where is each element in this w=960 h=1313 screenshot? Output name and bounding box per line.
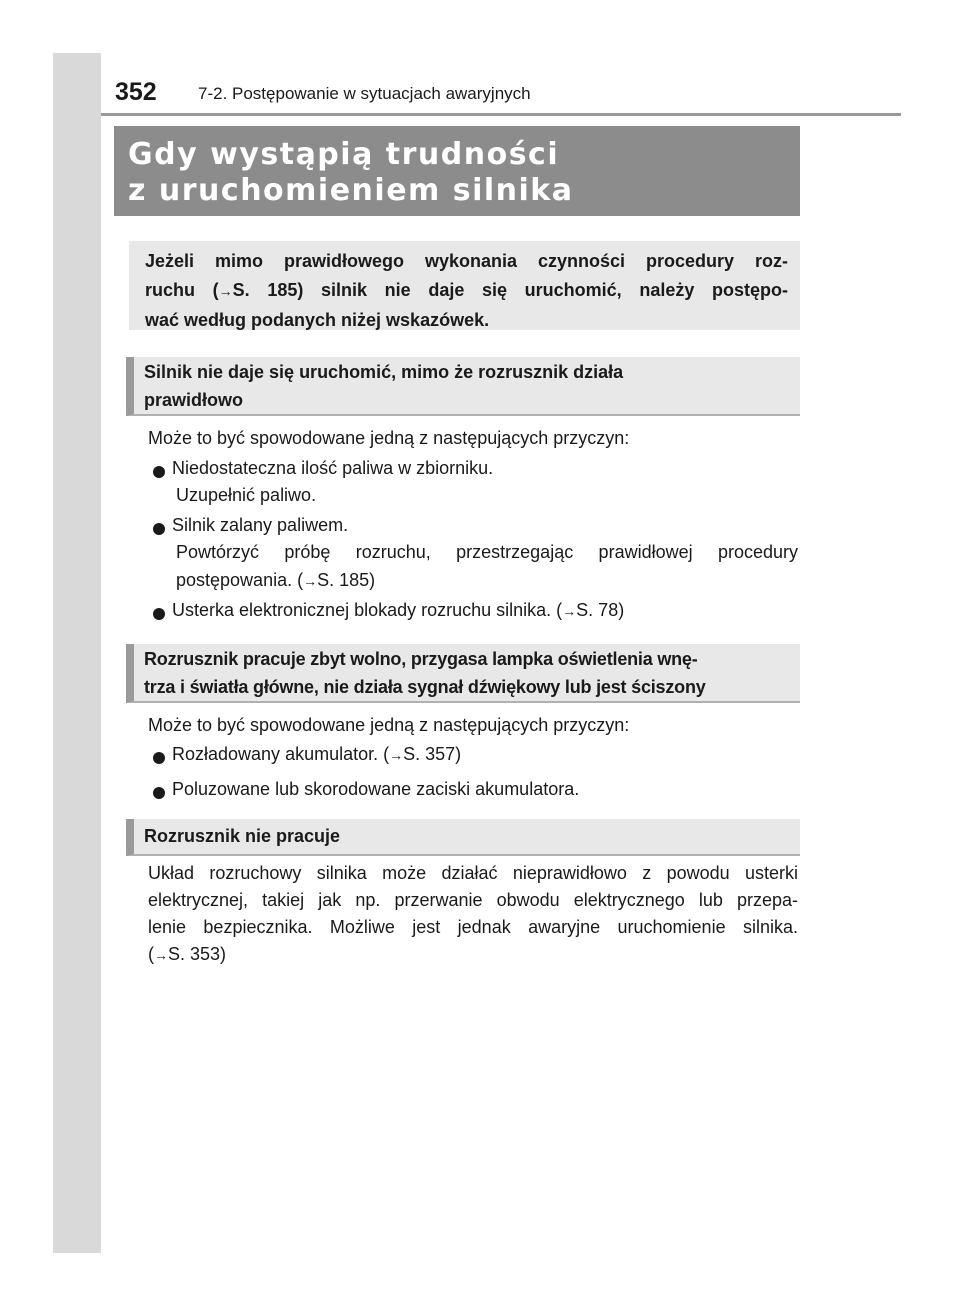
para-4a: ( [148,944,154,964]
intro-line-2 [145,276,788,306]
intro-text [145,247,788,335]
bullet-1a: Rozładowany akumulator. ( [172,744,390,764]
bullet-3a: Usterka elektronicznej blokady rozruchu silnika. ( [172,600,563,620]
side-strip [53,53,101,1253]
page-number: 352 [115,78,157,106]
section-heading-3 [126,819,800,856]
section-1-bullet-1-title: Niedostateczna ilość paliwa w zbiorniku. [172,458,494,478]
bullet-dot-icon [153,466,165,478]
section-1-bullet-1-detail: Uzupełnić paliwo. [176,485,317,505]
intro-box [129,241,800,330]
bullet-3b: S. 78) [576,600,625,620]
section-3-para-line-2: elektrycznej, takiej jak np. przerwanie obwodu elektrycznego lub przepa- [148,890,798,910]
bullet-dot-icon [153,787,165,799]
section-2-bullet-2-title: Poluzowane lub skorodowane zaciski akumulatora. [172,779,580,799]
para-4b: S. 353) [168,944,227,964]
section-2-lead: Może to być spowodowane jedną z następujących przyczyn: [148,715,630,735]
detail-2a: postępowania. ( [176,570,304,590]
section-2-bullet-1-title [172,744,461,765]
intro-line-3: wać według podanych niżej wskazówek. [145,310,490,330]
section-3-para-line-1: Układ rozruchowy silnika może działać nieprawidłowo z powodu usterki [148,863,798,883]
chapter-title: 7-2. Postępowanie w sytuacjach awaryjnych [198,84,531,103]
section-1-lead: Może to być spowodowane jedną z następujących przyczyn: [148,428,630,448]
section-1-bullet-2-detail-2 [176,570,375,591]
arrow-icon: → [154,947,168,963]
bullet-dot-icon [153,523,165,535]
arrow-icon: → [562,603,577,619]
section-3-heading: Rozrusznik nie pracuje [144,826,341,846]
title-line-2: z uruchomieniem silnika [128,173,574,208]
page-title [114,126,800,216]
section-2-heading-line-2: trza i światła główne, nie działa sygnał dźwiękowy lub jest ściszony [144,677,706,697]
arrow-icon: → [389,747,404,763]
section-1-bullet-2-title: Silnik zalany paliwem. [172,515,349,535]
section-3-para-line-4 [148,944,226,965]
intro-line-1: Jeżeli mimo prawidłowego wykonania czynności procedury roz- [145,251,788,271]
section-1-bullet-3-title [172,600,624,621]
detail-2b: S. 185) [317,570,376,590]
bullet-dot-icon [153,752,165,764]
header-rule [101,113,901,116]
section-1-bullet-2-detail-1: Powtórzyć próbę rozruchu, przestrzegając prawidłowej procedury [176,542,798,562]
section-1-heading-line-2: prawidłowo [144,390,243,410]
intro-line-2b: S. 185) silnik nie daje się uruchomić, należy postępo- [232,280,789,300]
section-3-para-line-3: lenie bezpiecznika. Możliwe jest jednak awaryjne uruchomienie silnika. [148,917,798,937]
section-2-heading-line-1: Rozrusznik pracuje zbyt wolno, przygasa lampka oświetlenia wnę- [144,649,698,669]
bullet-1b: S. 357) [403,744,462,764]
section-heading-2 [126,644,800,703]
section-heading-1 [126,357,800,416]
arrow-icon: → [218,283,233,299]
section-1-heading-line-1: Silnik nie daje się uruchomić, mimo że rozrusznik działa [144,362,624,382]
bullet-dot-icon [153,608,165,620]
title-line-1: Gdy wystąpią trudności [128,137,560,172]
intro-line-2a: ruchu ( [145,280,219,300]
arrow-icon: → [303,573,318,589]
